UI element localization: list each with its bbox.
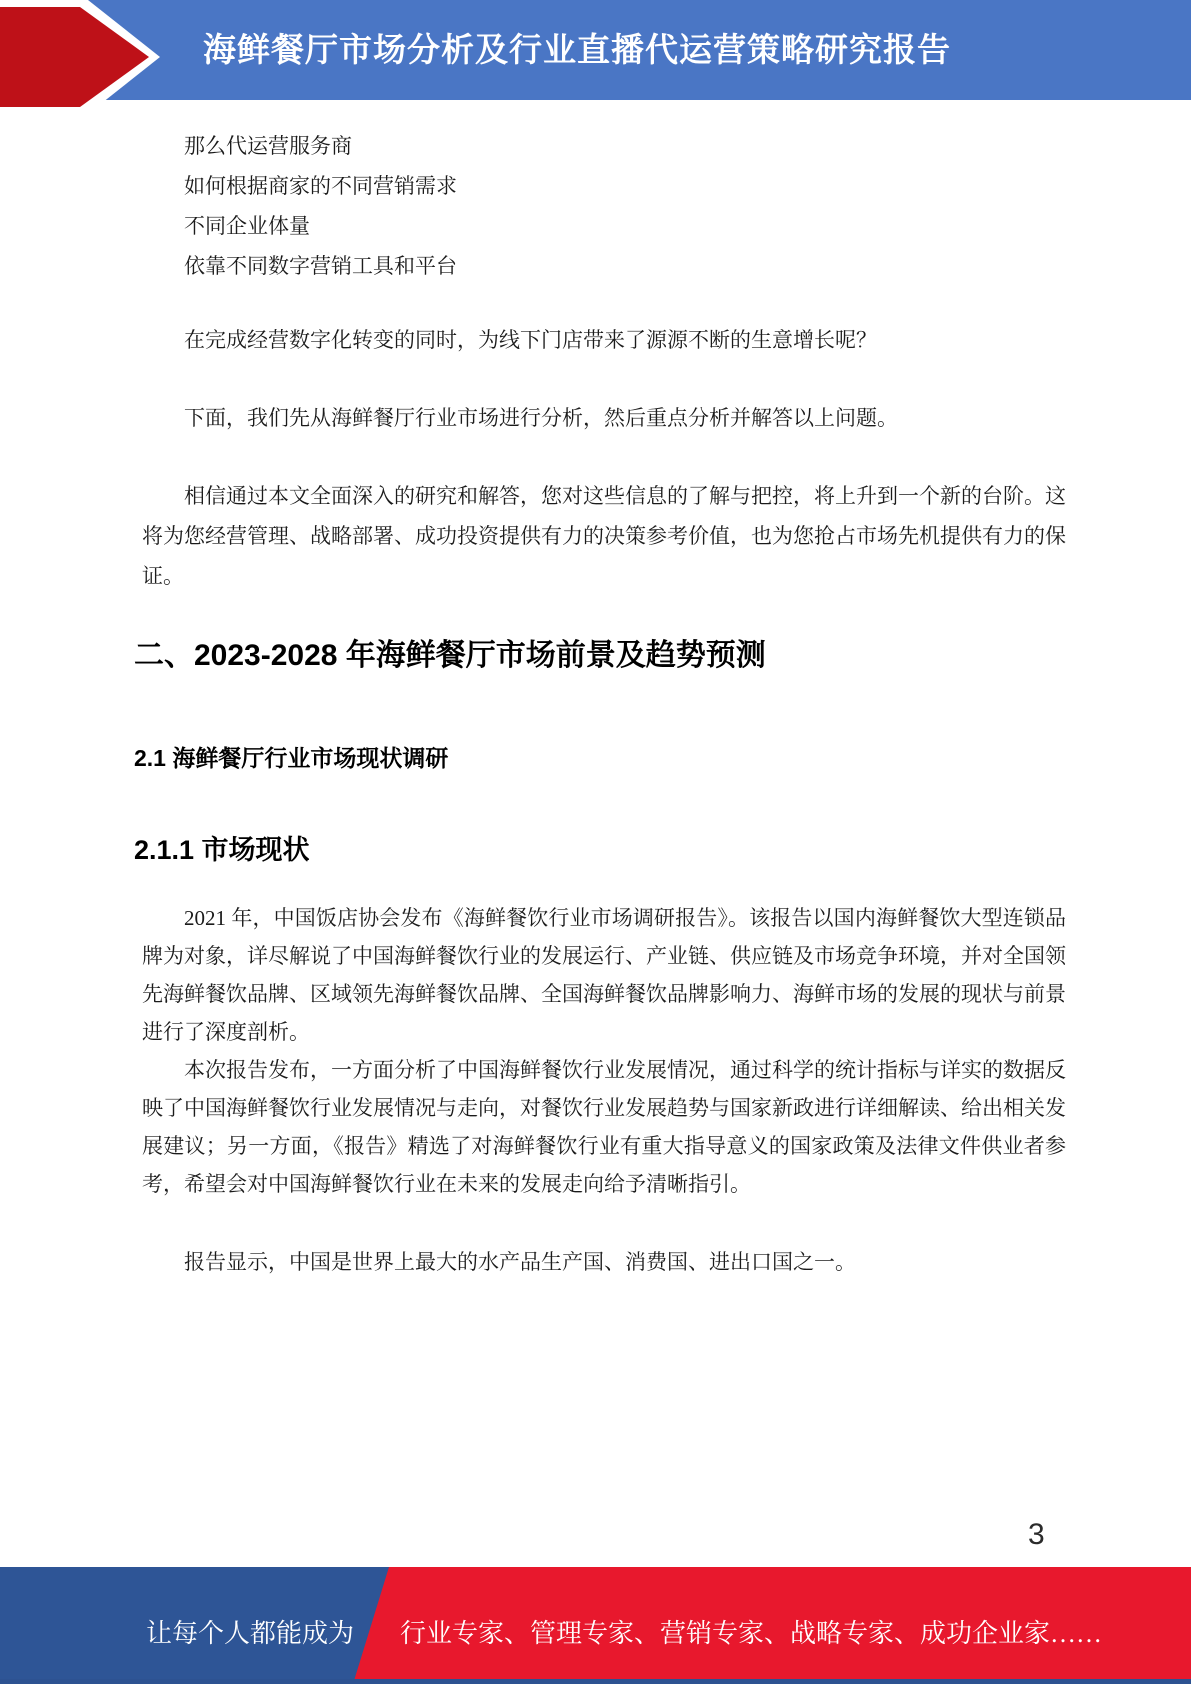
- intro-line: 依靠不同数字营销工具和平台: [184, 254, 457, 278]
- market-status-paragraph-3: 报告显示，中国是世界上最大的水产品生产国、消费国、进出口国之一。: [184, 1250, 856, 1274]
- section-heading-2: 二、2023-2028 年海鲜餐厅市场前景及趋势预测: [134, 639, 766, 672]
- market-status-paragraph-2: 本次报告发布，一方面分析了中国海鲜餐饮行业发展情况，通过科学的统计指标与详实的数据反映了中国海鲜餐饮行业发展情况与走向，对餐饮行业发展趋势与国家新政进行详细解读、给出相关发展建议；另一方面，《报告》精选了对海鲜餐饮行业有重大指导意义的国家政策及法律文件供业者参考，希望会对中国海鲜餐饮行业在未来的发展走向给予清晰指引。: [142, 1058, 1066, 1196]
- subsection-heading-2-1-1: 2.1.1 市场现状: [134, 835, 310, 865]
- subsection-heading-2-1: 2.1 海鲜餐厅行业市场现状调研: [134, 745, 449, 771]
- intro-lines: [142, 126, 457, 286]
- intro-line: 如何根据商家的不同营销需求: [184, 174, 457, 198]
- belief-paragraph: 相信通过本文全面深入的研究和解答，您对这些信息的了解与把控，将上升到一个新的台阶。这将为您经营管理、战略部署、成功投资提供有力的决策参考价值，也为您抢占市场先机提供有力的保证。: [142, 484, 1066, 588]
- body-paragraphs: [142, 899, 1066, 1203]
- report-title: 海鲜餐厅市场分析及行业直播代运营策略研究报告: [203, 31, 951, 68]
- market-status-paragraph-1: 2021 年，中国饭店协会发布《海鲜餐饮行业市场调研报告》。该报告以国内海鲜餐饮大型连锁品牌为对象，详尽解说了中国海鲜餐饮行业的发展运行、产业链、供应链及市场竞争环境，并对全国领先海鲜餐饮品牌、区域领先海鲜餐饮品牌、全国海鲜餐饮品牌影响力、海鲜市场的发展的现状与前景进行了深度剖析。: [142, 906, 1066, 1044]
- red-arrow-icon: [0, 0, 170, 116]
- question-line: 在完成经营数字化转变的同时，为线下门店带来了源源不断的生意增长呢？: [184, 328, 877, 352]
- intro-line: 不同企业体量: [184, 214, 310, 238]
- footer-slogan-right: 行业专家、管理专家、营销专家、战略专家、成功企业家……: [400, 1619, 1103, 1648]
- intro-line: 那么代运营服务商: [184, 134, 352, 158]
- transition-line: 下面，我们先从海鲜餐厅行业市场进行分析，然后重点分析并解答以上问题。: [184, 406, 898, 430]
- footer-banner: [0, 1567, 1191, 1684]
- footer-bottom-strip: [0, 1679, 1191, 1684]
- page-number: 3: [1028, 1518, 1045, 1551]
- footer-slogan-left: 让每个人都能成为: [146, 1619, 355, 1648]
